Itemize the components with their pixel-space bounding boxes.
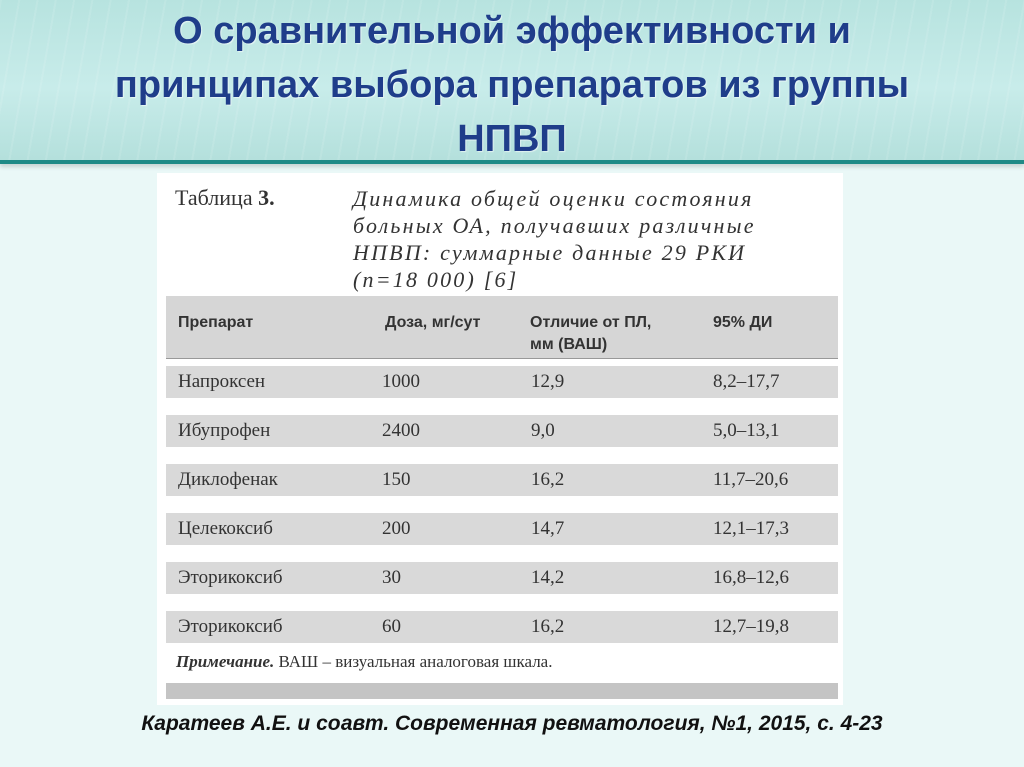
table-label-word: Таблица (175, 185, 253, 210)
source-citation: Каратеев А.Е. и соавт. Современная ревматология, №1, 2015, с. 4-23 (141, 712, 883, 735)
title-line-2: принципах выбора препаратов из группы (114, 64, 910, 106)
cell-drug: Эторикоксиб (178, 567, 283, 588)
cell-diff: 16,2 (531, 469, 565, 490)
cell-drug: Напроксен (178, 371, 266, 392)
title-banner (0, 0, 1024, 164)
cell-dose: 60 (382, 616, 401, 637)
header-diff (530, 312, 700, 356)
table-row (166, 562, 838, 594)
cell-ci: 16,8–12,6 (713, 567, 789, 588)
header-diff-line-2: мм (ВАШ) (530, 336, 608, 353)
table-row (166, 366, 838, 398)
header-drug: Препарат (178, 314, 254, 331)
table-note (176, 652, 552, 672)
table-number: 3. (258, 185, 275, 210)
header-dose: Доза, мг/сут (385, 314, 481, 331)
header-diff-line-1: Отличие от ПЛ, (530, 314, 652, 331)
note-label: Примечание. (176, 652, 275, 671)
caption-line-2: больных ОА, получавших различные (353, 213, 756, 238)
cell-diff: 14,7 (531, 518, 565, 539)
cell-ci: 11,7–20,6 (713, 469, 789, 490)
header-ci: 95% ДИ (713, 314, 773, 331)
cell-dose: 150 (382, 469, 411, 490)
table-row (166, 464, 838, 496)
caption-line-3: НПВП: суммарные данные 29 РКИ (353, 240, 747, 265)
note-text: ВАШ – визуальная аналоговая шкала. (278, 652, 553, 671)
table-row (166, 513, 838, 545)
cell-diff: 14,2 (531, 567, 565, 588)
cell-diff: 16,2 (531, 616, 565, 637)
table-label (175, 185, 275, 211)
table-bottom-rule (166, 683, 838, 699)
cell-dose: 2400 (382, 420, 420, 441)
table-row (166, 415, 838, 447)
table-scan (157, 173, 843, 705)
cell-dose: 1000 (382, 371, 420, 392)
caption-line-4: (n=18 000) [6] (353, 267, 519, 292)
cell-drug: Ибупрофен (178, 420, 271, 441)
cell-ci: 5,0–13,1 (713, 420, 780, 441)
cell-drug: Диклофенак (178, 469, 278, 490)
cell-dose: 200 (382, 518, 411, 539)
cell-diff: 9,0 (531, 420, 555, 441)
cell-diff: 12,9 (531, 371, 565, 392)
cell-ci: 12,1–17,3 (713, 518, 789, 539)
caption-line-1: Динамика общей оценки состояния (353, 186, 754, 211)
cell-dose: 30 (382, 567, 401, 588)
table-row (166, 611, 838, 643)
cell-ci: 12,7–19,8 (713, 616, 789, 637)
title-line-1: О сравнительной эффективности и (173, 10, 851, 52)
slide-title (20, 4, 1004, 166)
table-caption-text (353, 185, 843, 293)
table-header (166, 296, 838, 359)
cell-drug: Целекоксиб (178, 518, 273, 539)
cell-drug: Эторикоксиб (178, 616, 283, 637)
title-line-3: НПВП (457, 118, 567, 160)
cell-ci: 8,2–17,7 (713, 371, 780, 392)
